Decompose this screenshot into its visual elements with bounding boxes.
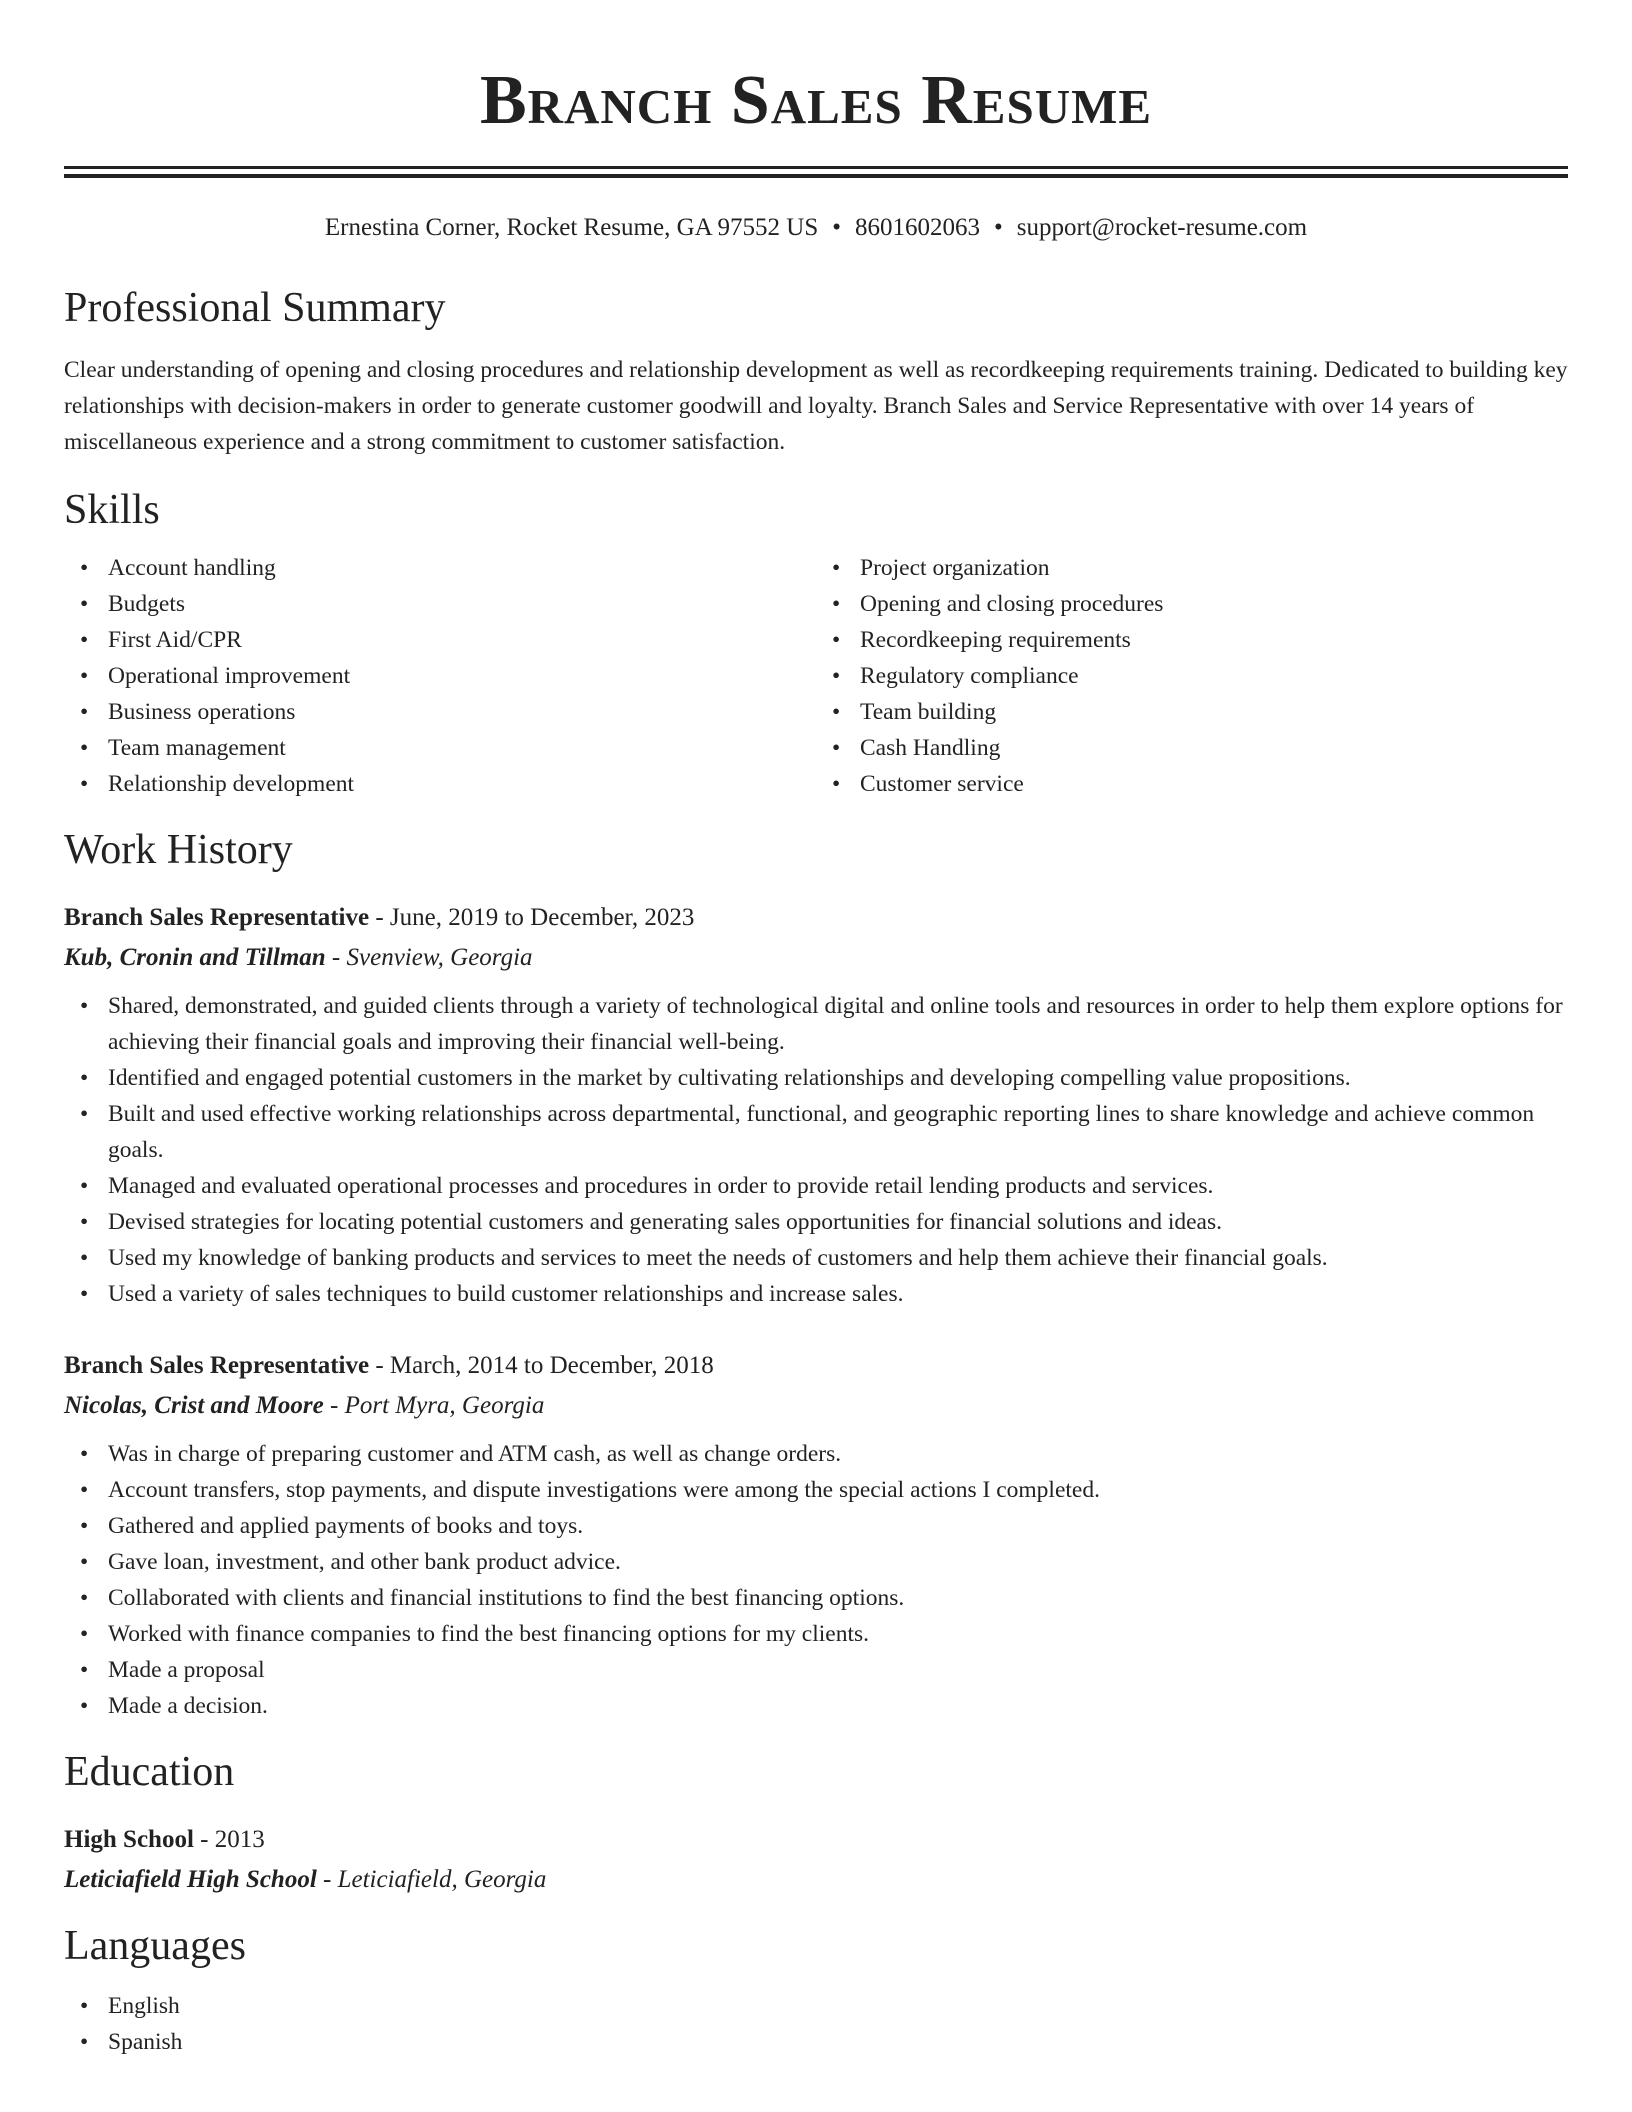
job-entry — [64, 898, 1568, 1312]
skill-item: • Team management — [108, 730, 816, 766]
school-line — [64, 1860, 1568, 1900]
skills-heading: Skills — [64, 487, 160, 533]
duty-item: • Was in charge of preparing customer and ATM cash, as well as change orders. — [108, 1436, 1568, 1472]
skills-list — [64, 550, 1568, 802]
summary-text: Clear understanding of opening and closing procedures and relationship development as well as recordkeeping requirements training. Dedicated to building key relationships with decision-makers in order to generate customer goodwill and loyalty. Branch Sales and Service Representative with over 14 years of miscellaneous experience and a strong commitment to customer satisfaction. — [64, 357, 1568, 455]
duty-item: • Gave loan, investment, and other bank product advice. — [108, 1544, 1568, 1580]
contact-address: Ernestina Corner, Rocket Resume, GA 97552 US — [324, 214, 819, 241]
degree: High School — [64, 1826, 194, 1853]
job-dates: - March, 2014 to December, 2018 — [369, 1352, 714, 1379]
skill-item: • Budgets — [108, 586, 816, 622]
employer-location: - Port Myra, Georgia — [323, 1392, 545, 1419]
duty-item: • Made a proposal — [108, 1652, 1568, 1688]
skill-item: • Operational improvement — [108, 658, 816, 694]
contact-separator: • — [832, 214, 842, 241]
contact-email: support@rocket-resume.com — [1016, 214, 1308, 241]
language-item: • English — [108, 1988, 1568, 2024]
duty-item: • Shared, demonstrated, and guided clients through a variety of technological digital and online tools and resources in order to help them explore options for achieving their financial goals and improving their financial well-being. — [108, 988, 1568, 1060]
resume-title: Branch Sales Resume — [479, 62, 1153, 139]
skill-item: • Relationship development — [108, 766, 816, 802]
skill-item: • First Aid/CPR — [108, 622, 816, 658]
duty-item: • Account transfers, stop payments, and dispute investigations were among the special actions I completed. — [108, 1472, 1568, 1508]
duty-item: • Gathered and applied payments of books and toys. — [108, 1508, 1568, 1544]
title-divider — [64, 166, 1568, 178]
employer-line — [64, 938, 1568, 978]
skill-item: • Team building — [860, 694, 1568, 730]
duty-item: • Identified and engaged potential customers in the market by cultivating relationships and developing compelling value propositions. — [108, 1060, 1568, 1096]
contact-line — [64, 212, 1568, 244]
skill-item: • Customer service — [860, 766, 1568, 802]
school-name: Leticiafield High School — [64, 1866, 317, 1893]
job-title: Branch Sales Representative — [64, 1352, 370, 1379]
language-item: • Spanish — [108, 2024, 1568, 2060]
skill-item: • Regulatory compliance — [860, 658, 1568, 694]
education-entry — [64, 1820, 1568, 1900]
languages-list — [64, 1988, 1568, 2060]
employer-location: - Svenview, Georgia — [325, 944, 533, 971]
skills-column-right — [816, 550, 1568, 802]
duty-item: • Used a variety of sales techniques to build customer relationships and increase sales. — [108, 1276, 1568, 1312]
skill-item: • Account handling — [108, 550, 816, 586]
skill-item: • Cash Handling — [860, 730, 1568, 766]
summary-heading: Professional Summary — [64, 285, 446, 331]
job-title-line — [64, 1346, 1568, 1386]
skill-item: • Business operations — [108, 694, 816, 730]
school-location: - Leticiafield, Georgia — [316, 1866, 547, 1893]
duty-item: • Worked with finance companies to find the best financing options for my clients. — [108, 1616, 1568, 1652]
languages-heading: Languages — [64, 1923, 246, 1969]
contact-separator: • — [994, 214, 1003, 241]
duty-item: • Built and used effective working relationships across departmental, functional, and geographic reporting lines to share knowledge and achieve common goals. — [108, 1096, 1568, 1168]
duty-item: • Collaborated with clients and financial institutions to find the best financing options. — [108, 1580, 1568, 1616]
employer-name: Kub, Cronin and Tillman — [64, 944, 326, 971]
employer-name: Nicolas, Crist and Moore — [64, 1392, 324, 1419]
job-title-line — [64, 898, 1568, 938]
duty-item: • Managed and evaluated operational processes and procedures in order to provide retail lending products and services. — [108, 1168, 1568, 1204]
skill-item: • Opening and closing procedures — [860, 586, 1568, 622]
contact-phone: 8601602063 — [855, 214, 981, 241]
graduation-year: - 2013 — [193, 1826, 265, 1853]
job-title: Branch Sales Representative — [64, 904, 370, 931]
job-duties — [64, 1436, 1568, 1724]
duty-item: • Devised strategies for locating potential customers and generating sales opportunities for financial solutions and ideas. — [108, 1204, 1568, 1240]
degree-line — [64, 1820, 1568, 1860]
skill-item: • Project organization — [860, 550, 1568, 586]
job-duties — [64, 988, 1568, 1312]
skills-column-left — [64, 550, 816, 802]
duty-item: • Used my knowledge of banking products and services to meet the needs of customers and help them achieve their financial goals. — [108, 1240, 1568, 1276]
employer-line — [64, 1386, 1568, 1426]
work-history-heading: Work History — [64, 827, 293, 873]
skill-item: • Recordkeeping requirements — [860, 622, 1568, 658]
duty-item: • Made a decision. — [108, 1688, 1568, 1724]
job-entry — [64, 1346, 1568, 1724]
job-dates: - June, 2019 to December, 2023 — [369, 904, 695, 931]
education-heading: Education — [64, 1749, 235, 1795]
